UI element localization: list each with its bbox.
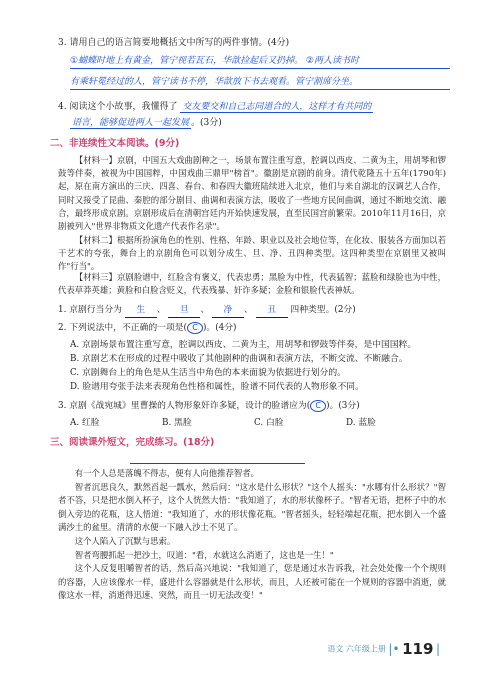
paragraph: 智者弯腰抓起一把沙土，叹道："看，水就这么消逝了，这也是一生！" [74,549,334,560]
question-4-line2 [70,116,450,130]
divider [130,463,305,464]
s2-q2-answer: C [187,322,203,334]
s2-q1-prefix: 1. 京剧行当分为 [58,305,122,315]
s2-q2-options [70,338,450,394]
divider-bars-icon: |• [388,642,400,656]
option-a: A. 京剧场景布置注重写意，腔调以西皮、二黄为主，用胡琴和锣鼓等伴奏，是中国国粹。 [70,340,417,350]
option-d: D. 脸谱用夸张手法来表现角色性格和属性，脸谱不同代表的人物形象不同。 [70,382,364,392]
blank-3-answer: 净 [223,305,233,315]
question-3 [58,36,438,50]
blank-1-answer: 生 [136,305,146,315]
page-footer [327,642,440,657]
separator: 、 [156,305,166,315]
blank-4[interactable] [256,303,288,318]
footer-label: 语文 六年级上册 [327,644,386,654]
s2-question-3 [58,399,438,413]
s2-q3-stem-end: )。(3分) [326,401,360,411]
paragraph: 智者沉思良久，默然舀起一瓢水，然后问："这水是什么形状？"这个人摇头："水哪有什么形状？"智者不答，只是把水倒入杯子，这个人恍然大悟："我知道了，水的形状像杯子。"智者无语，把杯子中的水倒入旁边的花瓶，这人悟道："我知道了，水的形状像花瓶。"智者摇头，轻轻端起花瓶，把水倒入一个盛满沙土的盆里。清清的水便一下融入沙土不见了。 [58,481,446,533]
option-c: C. 白脸 [254,418,284,428]
answer-line-2: 有乘轩冕经过的人，管宁读书不停，华歆放下书去观看。管宁割席分坐。 [70,75,450,90]
reading-passage [58,467,446,603]
separator: 、 [244,305,253,315]
question-4 [58,100,438,114]
paragraph: 这个人反复咀嚼智者的话，然后高兴地说："我知道了，您是通过水告诉我，社会处处像一个个规则的容器，人应该像水一样，盛进什么容器就是什么形状，而且，人还被可能在一个规则的容器中消逝，就像这水一样，消逝得迅速、突然，而且一切无法改变！" [58,563,446,601]
material-1: 【材料一】京剧，中国五大戏曲剧种之一，场景布置注重写意，腔调以西皮、二黄为主，用胡琴和锣鼓等伴奏，被视为中国国粹，中国戏曲三鼎甲"榜首"。徽剧是京剧的前身。清代乾隆五十五年(1790年)起，原在南方演出的三庆、四喜、春台、和春四大徽班陆续进入北京，他们与来自湖北的汉调艺人合作，同时又接受了昆曲、秦腔的部分剧目、曲调和表演方法，吸收了一些地方民间曲调，通过不断地交流、融合，最终形成京剧。京剧形成后在清朝宫廷内开始快速发展，直至民国宫前繁荣。2010年11月16日，京剧被列入"世界非物质文化遗产代表作名录"。 [58,155,446,232]
s2-q1-suffix: 四种类型。(2分) [290,305,356,315]
option-a: A. 红脸 [70,418,100,428]
separator: 、 [200,305,210,315]
option-b: B. 黑脸 [162,418,192,428]
blank-4-answer: 丑 [267,305,277,315]
option-c: C. 京剧舞台上的角色是从生活当中角色的本来面貌为依据进行划分的。 [70,368,346,378]
blank-1[interactable] [125,303,157,318]
option-d: D. 蓝脸 [346,418,376,428]
material-3: 【材料三】京剧脸谱中，红脸含有褒义，代表忠勇；黑脸为中性，代表猛智；蓝脸和绿脸也为中性，代表草莽英雄；黄脸和白脸含贬义，代表残暴、奸诈多疑；金脸和银脸代表神妖。 [58,272,446,296]
paragraph: 有一个人总是落魄不得志，便有人向他推荐智者。 [74,468,260,478]
question-4-answer-1: 交友要交和自己志同道合的人，这样才有共同的 [182,102,372,112]
divider-bars-icon: | [435,642,440,656]
question-3-stem: 3. 请用自己的语言简要地概括文中所写的两件事情。(4分) [58,38,290,48]
blank-3[interactable] [212,303,244,318]
s2-question-2 [58,321,438,335]
s2-q3-stem: 3. 京剧《战宛城》里曹操的人物形象奸诈多疑，设计的脸谱应为( [58,401,311,411]
option-b: B. 京剧艺术在形成的过程中吸收了其他剧种的曲调和表演方法，不断交流、不断融合。 [70,354,408,364]
s2-question-1 [58,303,438,318]
material-2: 【材料二】根据所扮演角色的性别、性格、年龄、职业以及社会地位等，在化妆、服装各方面加以若干艺术的夸张，舞台上的京剧角色可以划分成生、旦、净、丑四种类型。这四种类型在京剧里又被叫作"行当"。 [58,235,446,272]
question-3-answer [70,54,450,90]
page-number: 119 [402,640,434,658]
blank-2[interactable] [168,303,200,318]
section-3-title: 三、阅读课外短文，完成练习。(18分) [50,437,215,448]
s2-q2-stem-end: )。(4分) [202,323,237,333]
question-4-answer-2: 语言，能够促进两人一起发展 [72,118,190,128]
section-2-title: 二、非连续性文本阅读。(9分) [50,138,180,149]
question-4-suffix: 。(3分) [191,118,222,128]
s2-q2-stem: 2. 下列说法中，不正确的一项是( [58,323,187,333]
blank-2-answer: 旦 [179,305,189,315]
answer-line-1: ①蝴蝶时地上有黄金，管宁视若瓦石，华歆捡起后又扔掉。 ②两人读书时 [70,54,450,69]
paragraph: 这个人陷入了沉默与思索。 [74,535,176,546]
s2-q3-options [70,416,440,430]
s2-q3-answer: C [310,400,326,412]
question-4-prefix: 4. 阅读这个小故事，我懂得了 [58,102,178,112]
